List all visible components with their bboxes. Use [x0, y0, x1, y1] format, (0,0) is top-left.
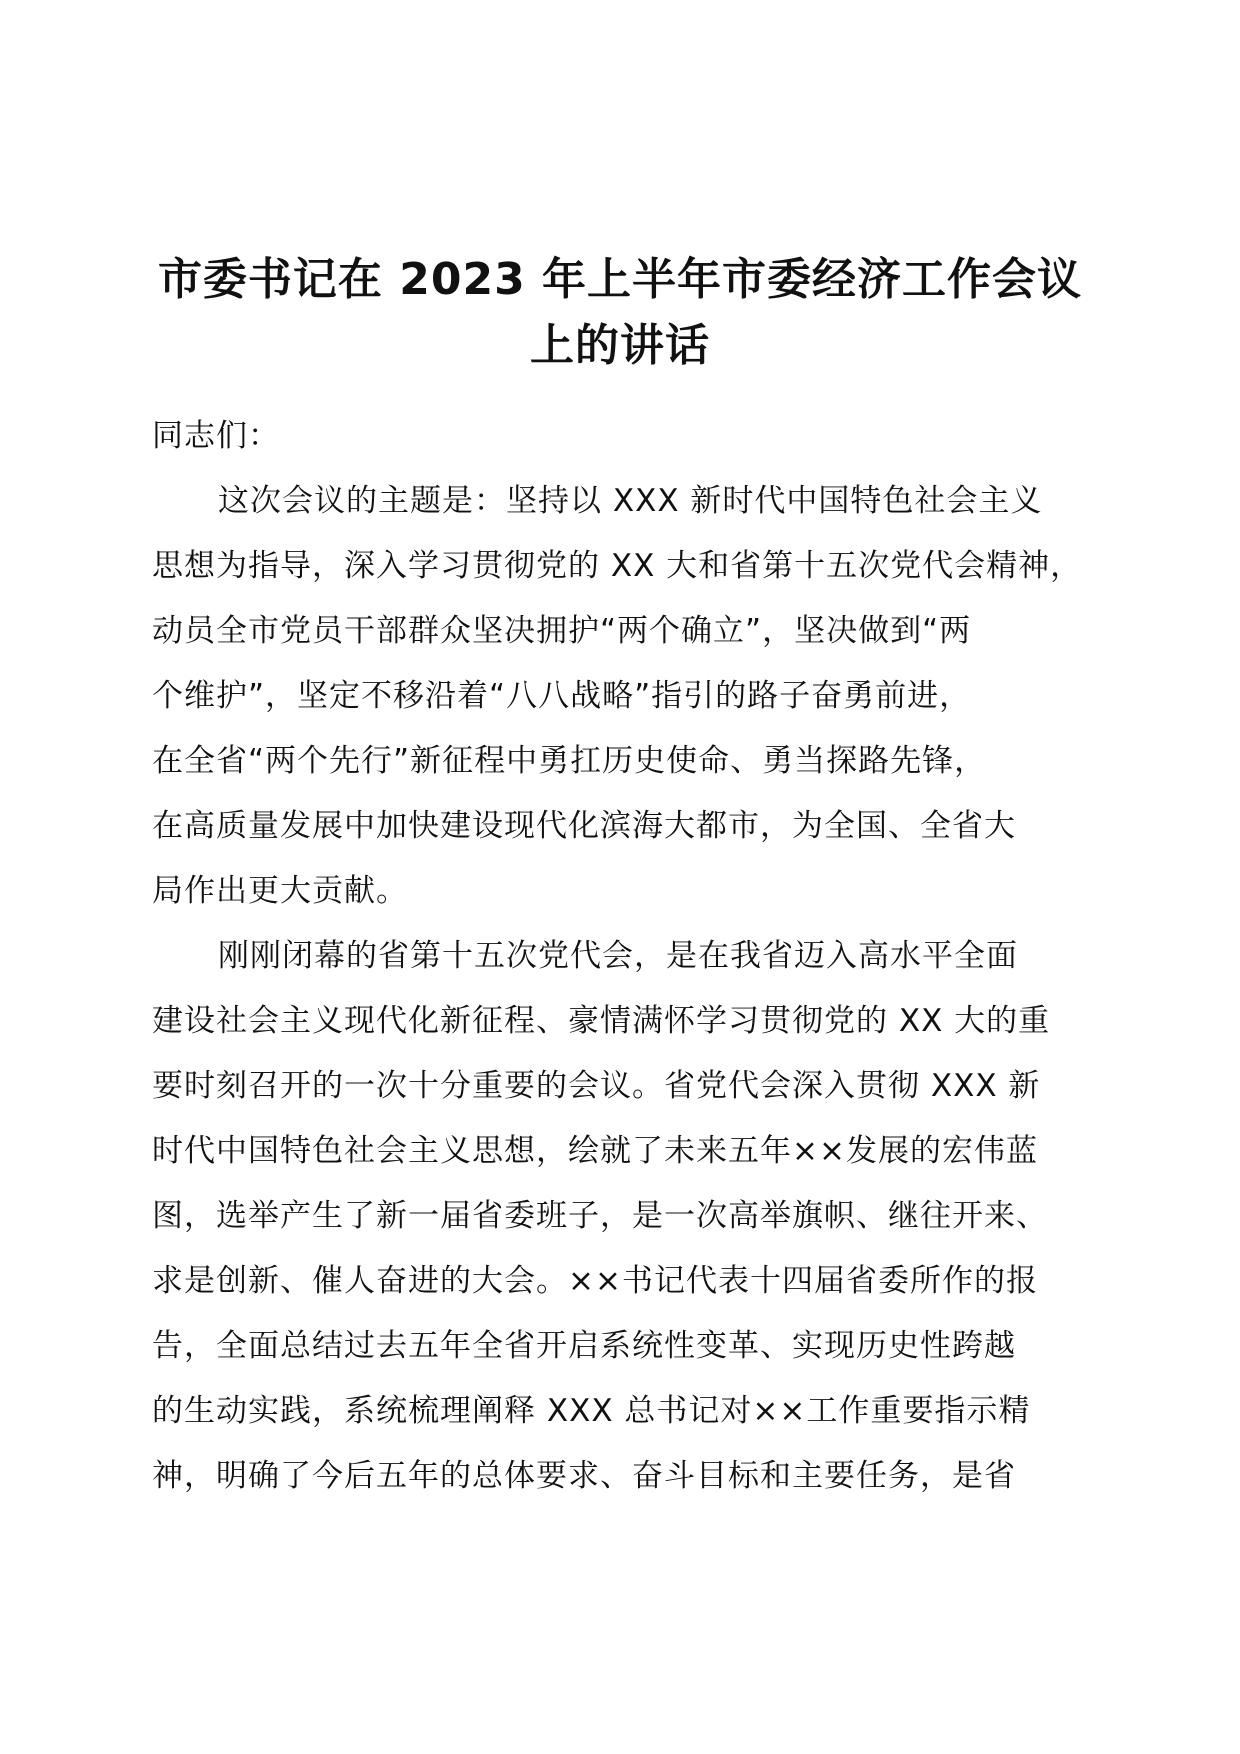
paragraph-line: 刚刚闭幕的省第十五次党代会，是在我省迈入高水平全面 [218, 938, 1018, 974]
paragraph-line: 这次会议的主题是：坚持以 XXX 新时代中国特色社会主义 [218, 483, 1043, 519]
paragraph-line: 图，选举产生了新一届省委班子，是一次高举旗帜、继往开来、 [152, 1198, 1048, 1234]
paragraph-line: 在全省“两个先行”新征程中勇扛历史使命、勇当探路先锋， [152, 743, 987, 779]
paragraph-line: 建设社会主义现代化新征程、豪情满怀学习贯彻党的 XX 大的重 [152, 1003, 1051, 1039]
salutation: 同志们： [152, 418, 280, 454]
paragraph-line: 告，全面总结过去五年全省开启系统性变革、实现历史性跨越 [152, 1328, 1016, 1364]
paragraph-line: 求是创新、催人奋进的大会。××书记代表十四届省委所作的报 [152, 1263, 1038, 1299]
paragraph-line: 动员全市党员干部群众坚决拥护“两个确立”，坚决做到“两 [152, 613, 972, 649]
paragraph-line: 时代中国特色社会主义思想，绘就了未来五年××发展的宏伟蓝 [152, 1133, 1038, 1169]
paragraph-line: 神，明确了今后五年的总体要求、奋斗目标和主要任务，是省 [152, 1458, 1016, 1494]
paragraph-line: 思想为指导，深入学习贯彻党的 XX 大和省第十五次党代会精神， [152, 548, 1083, 584]
paragraph-line: 局作出更大贡献。 [152, 873, 408, 909]
document-title-line-1: 市委书记在 2023 年上半年市委经济工作会议 [157, 254, 1083, 305]
document-title-line-2: 上的讲话 [530, 320, 710, 371]
paragraph-line: 在高质量发展中加快建设现代化滨海大都市，为全国、全省大 [152, 808, 1016, 844]
paragraph-line: 的生动实践，系统梳理阐释 XXX 总书记对××工作重要指示精 [152, 1393, 1031, 1429]
paragraph-line: 个维护”，坚定不移沿着“八八战略”指引的路子奋勇前进， [152, 678, 972, 714]
paragraph-line: 要时刻召开的一次十分重要的会议。省党代会深入贯彻 XXX 新 [152, 1068, 1041, 1104]
